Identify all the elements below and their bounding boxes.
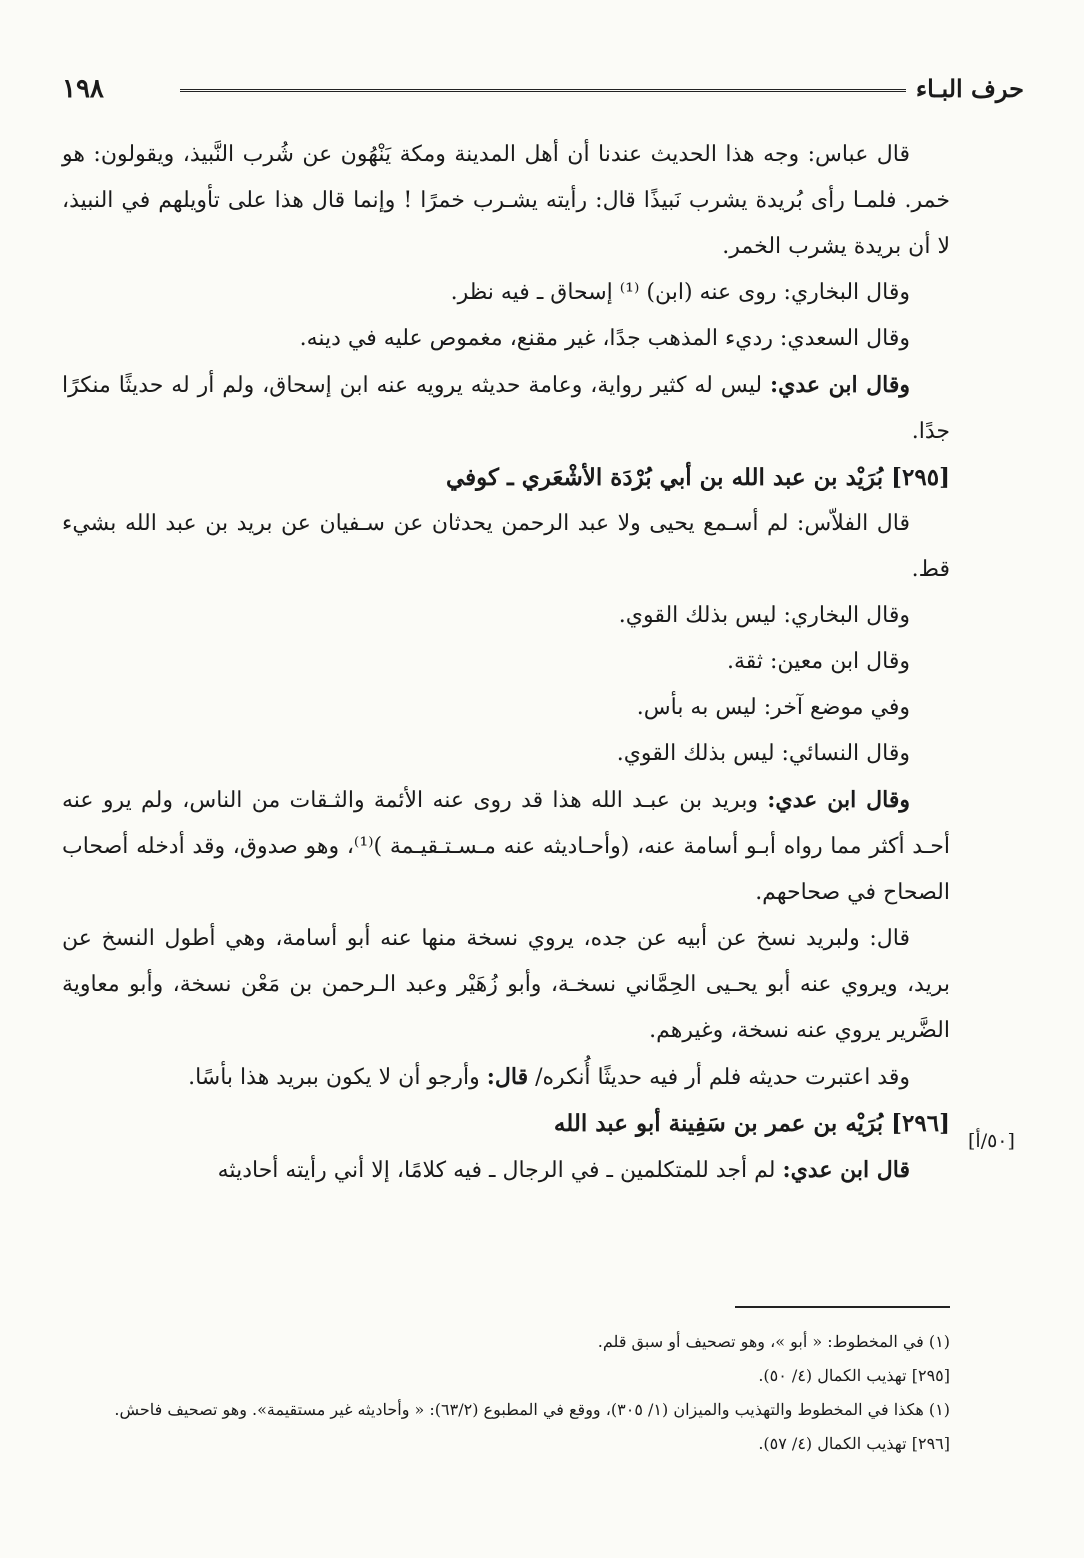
speaker-label: قال ابن عدي: <box>782 1157 910 1183</box>
paragraph: وفي موضع آخر: ليس به بأس. <box>636 695 910 720</box>
paragraph: وقال النسائي: ليس بذلك القوي. <box>616 741 910 766</box>
paragraph-text: ليس له كثير رواية، وعامة حديثه يرويه عنه ابن إسحاق، ولم أر له حديثًا منكرًا جدًا. <box>62 373 950 444</box>
page-number: ١٩٨ <box>62 74 104 104</box>
speaker-label: قال: <box>486 1064 529 1090</box>
manuscript-folio-ref: [٥٠/أ] <box>968 1130 1015 1152</box>
footnote: (١) هكذا في المخطوط والتهذيب والميزان (١/ ٣٠٥)، ووقع في المطبوع (٦٣/٢): « وأحاديثه غير مستقيمة». وهو تصحيف فاحش. <box>114 1400 950 1419</box>
entry-heading-296: [٢٩٦] بُرَيْه بن عمر بن سَفِينة أبو عبد الله <box>553 1110 950 1137</box>
header-rule <box>180 89 906 92</box>
footnote: (١) في المخطوط: « أبو »، وهو تصحيف أو سبق قلم. <box>597 1332 950 1351</box>
running-header <box>62 72 1024 112</box>
paragraph: وقال البخاري: روى عنه (ابن) ⁽¹⁾ إسحاق ـ فيه نظر. <box>450 280 910 305</box>
paragraph <box>62 777 950 916</box>
speaker-label: وقال ابن عدي: <box>770 372 910 398</box>
entry-heading-295: [٢٩٥] بُرَيْد بن عبد الله بن أبي بُرْدَة الأشْعَري ـ كوفي <box>445 464 950 491</box>
paragraph-text: وقد اعتبرت حديثه فلم أر فيه حديثًا أُنكره/ <box>528 1065 910 1090</box>
paragraph <box>62 362 950 455</box>
chapter-title: حرف البـاء <box>915 74 1024 103</box>
paragraph: وقال البخاري: ليس بذلك القوي. <box>618 603 910 628</box>
paragraph: قال عباس: وجه هذا الحديث عندنا أن أهل المدينة ومكة يَنْهُون عن شُرب النَّبيذ، ويقولون: هو خمر. فلمـا رأى بُريدة يشرب نَبيذًا قال: رأيته يشـرب خمرًا ! وإنما قال هذا على تأويلهم في النبيذ، لا أن بريدة يشرب الخمر. <box>62 142 950 259</box>
footnote: [٢٩٦] تهذيب الكمال (٤/ ٥٧). <box>758 1434 950 1453</box>
paragraph-text: وبريد بن عبـد الله هذا قد روى عنه الأئمة والثـقات من الناس، ولم يرو عنه أحـد أكثر مما رواه أبـو أسامة عنه، (وأحـاديثه عنه مـسـتـقيـمة )⁽¹⁾، وهو صدوق، وقد أدخله أصحاب الصحاح في صحاحهم. <box>62 788 950 905</box>
paragraph-text: لم أجد للمتكلمين ـ في الرجال ـ فيه كلامًا، إلا أني رأيته أحاديثه <box>217 1158 783 1183</box>
paragraph: وقال ابن معين: ثقة. <box>726 649 910 674</box>
speaker-label: وقال ابن عدي: <box>767 787 910 813</box>
footnote: [٢٩٥] تهذيب الكمال (٤/ ٥٠). <box>758 1366 950 1385</box>
main-text <box>62 132 950 1194</box>
paragraph <box>62 1147 950 1194</box>
paragraph: قال: ولبريد نسخ عن أبيه عن جده، يروي نسخة منها عنه أبو أسامة، وهي أطول النسخ عن بريد، ويروي عنه أبو يحـيى الحِمَّاني نسخـة، وأبو زُهَيْر وعبد الـرحمن بن مَعْن نسخة، وأبو معاوية الضَّرير يروي عنه نسخة، وغيرهم. <box>62 926 950 1043</box>
paragraph-text: وأرجو أن لا يكون ببريد هذا بأسًا. <box>188 1065 487 1090</box>
paragraph: قال الفلاّس: لم أسـمع يحيى ولا عبد الرحمن يحدثان عن سـفيان عن بريد بن عبد الله بشيء قط. <box>62 511 950 582</box>
footnotes <box>62 1325 950 1461</box>
footnote-rule <box>735 1306 950 1308</box>
paragraph <box>62 1054 950 1101</box>
paragraph: وقال السعدي: رديء المذهب جدًا، غير مقنع، مغموص عليه في دينه. <box>299 326 910 351</box>
